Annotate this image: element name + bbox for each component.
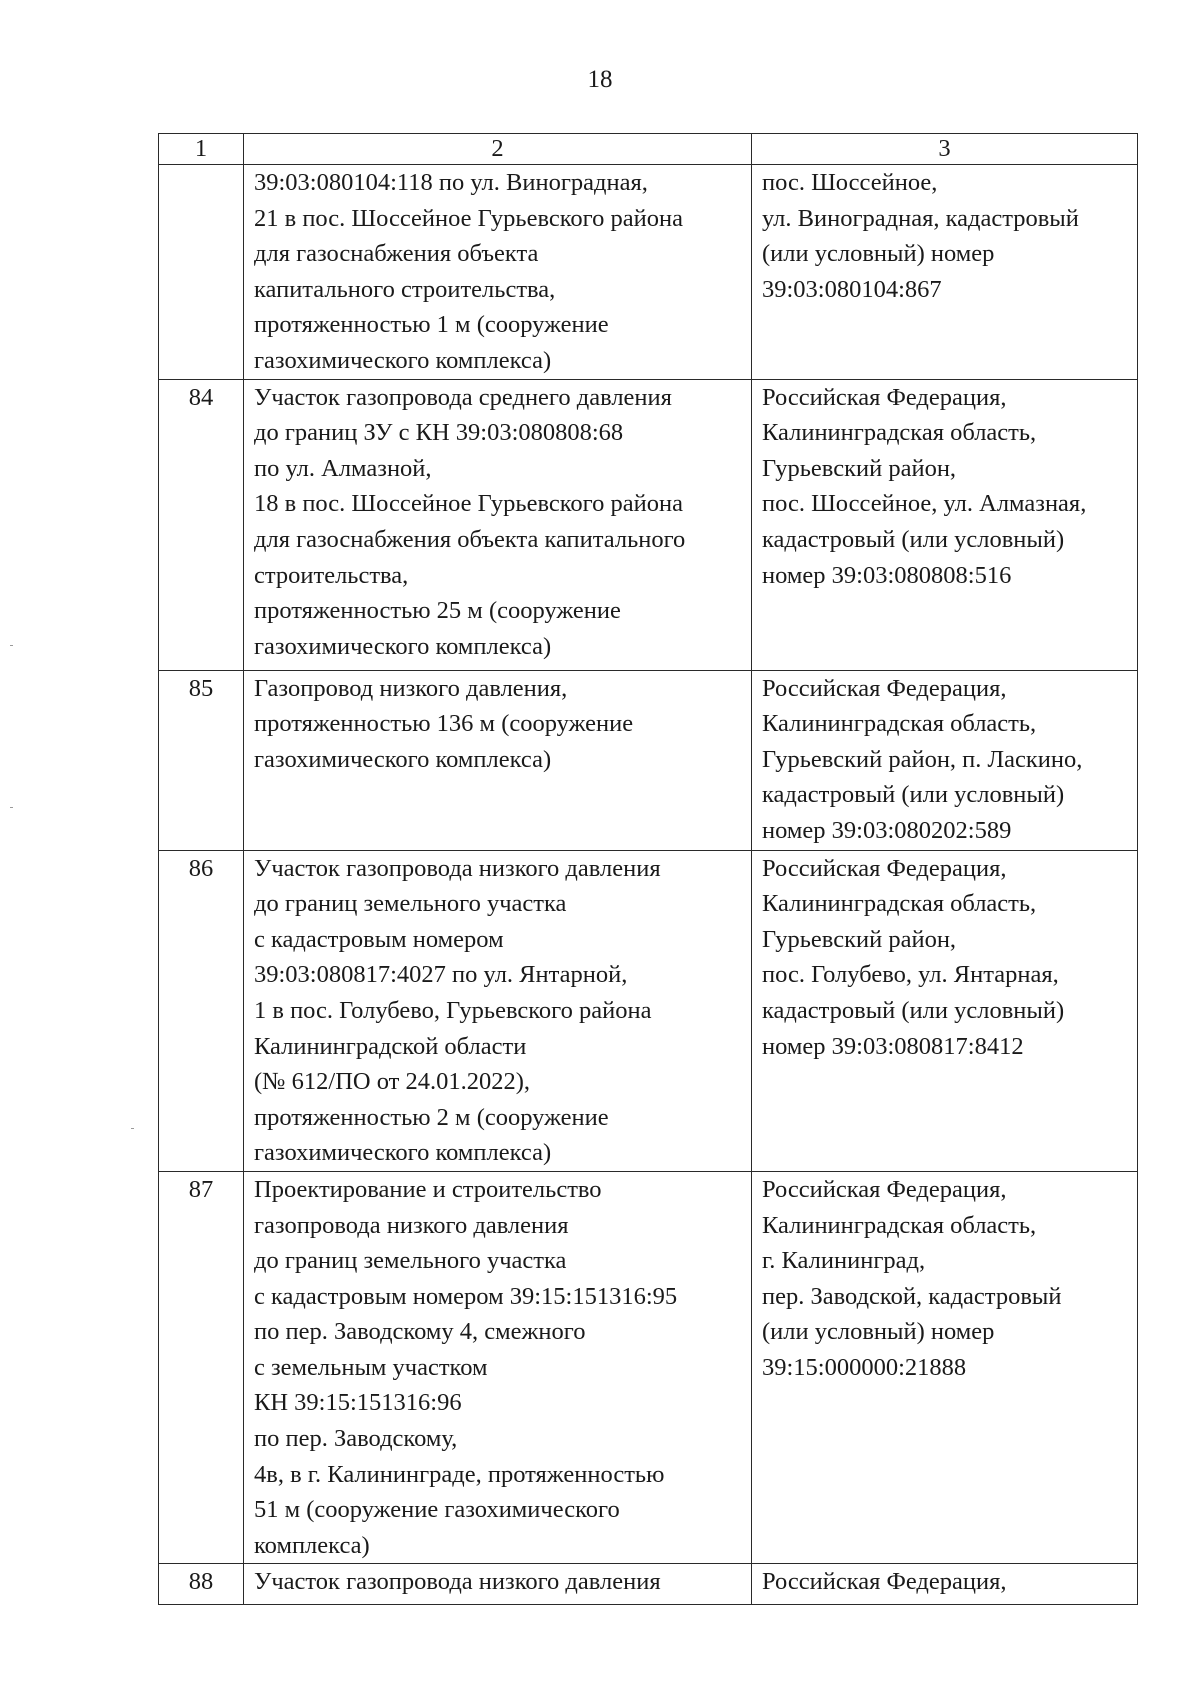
description-line: комплекса) bbox=[254, 1531, 370, 1559]
description-line: Участок газопровода низкого давления bbox=[254, 1568, 661, 1596]
description-line: до границ земельного участка bbox=[254, 890, 567, 918]
description-line: протяженностью 136 м (сооружение bbox=[254, 710, 634, 738]
description-line: строительства, bbox=[254, 561, 409, 589]
object-location bbox=[752, 1171, 1138, 1564]
row-number bbox=[159, 165, 244, 380]
description-line: капитального строительства, bbox=[254, 275, 556, 303]
location-line: номер 39:03:080817:8412 bbox=[762, 1032, 1024, 1060]
table-row bbox=[159, 850, 1138, 1171]
description-line: 51 м (сооружение газохимического bbox=[254, 1496, 620, 1524]
location-line: кадастровый (или условный) bbox=[762, 781, 1065, 809]
page-number: 18 bbox=[587, 66, 613, 93]
location-line: пер. Заводской, кадастровый bbox=[762, 1282, 1062, 1310]
object-description bbox=[244, 1564, 752, 1605]
description-line: газохимического комплекса) bbox=[254, 346, 552, 374]
column-header-3: 3 bbox=[752, 134, 1138, 165]
description-line: Участок газопровода низкого давления bbox=[254, 854, 661, 882]
location-line: (или условный) номер bbox=[762, 1318, 995, 1346]
table-body bbox=[159, 165, 1138, 1605]
location-line: Гурьевский район, bbox=[762, 454, 957, 482]
object-location bbox=[752, 670, 1138, 850]
location-line: Калининградская область, bbox=[762, 890, 1037, 918]
description-line: для газоснабжения объекта капитального bbox=[254, 525, 686, 553]
location-line: Российская Федерация, bbox=[762, 383, 1007, 411]
location-line: Российская Федерация, bbox=[762, 1568, 1007, 1596]
description-line: по пер. Заводскому 4, смежного bbox=[254, 1318, 586, 1346]
description-line: 1 в пос. Голубево, Гурьевского района bbox=[254, 996, 652, 1024]
column-header-2: 2 bbox=[244, 134, 752, 165]
row-number: 88 bbox=[159, 1564, 244, 1605]
location-line: 39:03:080104:867 bbox=[762, 275, 942, 303]
scan-mark bbox=[10, 645, 13, 646]
location-line: кадастровый (или условный) bbox=[762, 525, 1065, 553]
table-row bbox=[159, 379, 1138, 670]
object-description bbox=[244, 670, 752, 850]
description-line: с кадастровым номером 39:15:151316:95 bbox=[254, 1282, 678, 1310]
description-line: до границ ЗУ с КН 39:03:080808:68 bbox=[254, 419, 624, 447]
location-line: пос. Шоссейное, ул. Алмазная, bbox=[762, 490, 1087, 518]
description-line: протяженностью 25 м (сооружение bbox=[254, 597, 621, 625]
description-line: 39:03:080104:118 по ул. Виноградная, bbox=[254, 169, 648, 196]
table-row bbox=[159, 1564, 1138, 1605]
object-location bbox=[752, 379, 1138, 670]
location-line: Российская Федерация, bbox=[762, 854, 1007, 882]
description-line: до границ земельного участка bbox=[254, 1247, 567, 1275]
object-description bbox=[244, 1171, 752, 1564]
table-row bbox=[159, 165, 1138, 380]
scan-mark bbox=[131, 1128, 134, 1129]
location-line: номер 39:03:080808:516 bbox=[762, 561, 1012, 589]
description-line: с кадастровым номером bbox=[254, 925, 504, 953]
column-header-1: 1 bbox=[159, 134, 244, 165]
description-line: 39:03:080817:4027 по ул. Янтарной, bbox=[254, 961, 628, 989]
location-line: (или условный) номер bbox=[762, 240, 995, 268]
object-description bbox=[244, 850, 752, 1171]
object-description bbox=[244, 165, 752, 380]
description-line: для газоснабжения объекта bbox=[254, 240, 539, 268]
location-line: Российская Федерация, bbox=[762, 1175, 1007, 1203]
row-number: 87 bbox=[159, 1171, 244, 1564]
location-line: Гурьевский район, bbox=[762, 925, 957, 953]
description-line: Участок газопровода среднего давления bbox=[254, 383, 672, 411]
description-line: с земельным участком bbox=[254, 1353, 488, 1381]
location-line: Российская Федерация, bbox=[762, 674, 1007, 702]
location-line: ул. Виноградная, кадастровый bbox=[762, 204, 1079, 232]
description-line: (№ 612/ПО от 24.01.2022), bbox=[254, 1068, 531, 1096]
description-line: протяженностью 2 м (сооружение bbox=[254, 1103, 609, 1131]
object-location bbox=[752, 1564, 1138, 1605]
description-line: газохимического комплекса) bbox=[254, 1139, 552, 1167]
description-line: газохимического комплекса) bbox=[254, 745, 552, 773]
location-line: номер 39:03:080202:589 bbox=[762, 816, 1012, 844]
object-description bbox=[244, 379, 752, 670]
description-line: 4в, в г. Калининграде, протяженностью bbox=[254, 1460, 665, 1488]
location-line: Калининградская область, bbox=[762, 710, 1037, 738]
description-line: по ул. Алмазной, bbox=[254, 454, 432, 482]
description-line: 21 в пос. Шоссейное Гурьевского района bbox=[254, 204, 683, 232]
description-line: Калининградской области bbox=[254, 1032, 527, 1060]
description-line: газопровода низкого давления bbox=[254, 1211, 569, 1239]
description-line: газохимического комплекса) bbox=[254, 632, 552, 660]
location-line: Калининградская область, bbox=[762, 419, 1037, 447]
object-location bbox=[752, 165, 1138, 380]
row-number: 84 bbox=[159, 379, 244, 670]
description-line: протяженностью 1 м (сооружение bbox=[254, 311, 609, 339]
description-line: Проектирование и строительство bbox=[254, 1175, 602, 1203]
description-line: Газопровод низкого давления, bbox=[254, 674, 568, 702]
location-line: пос. Шоссейное, bbox=[762, 169, 938, 196]
table-row bbox=[159, 670, 1138, 850]
location-line: 39:15:000000:21888 bbox=[762, 1353, 967, 1381]
object-location bbox=[752, 850, 1138, 1171]
location-line: Гурьевский район, п. Ласкино, bbox=[762, 745, 1083, 773]
objects-table bbox=[158, 133, 1138, 1605]
scan-mark bbox=[10, 807, 13, 808]
location-line: г. Калининград, bbox=[762, 1247, 926, 1275]
table-header-row bbox=[159, 134, 1138, 165]
row-number: 85 bbox=[159, 670, 244, 850]
location-line: кадастровый (или условный) bbox=[762, 996, 1065, 1024]
location-line: пос. Голубево, ул. Янтарная, bbox=[762, 961, 1059, 989]
description-line: 18 в пос. Шоссейное Гурьевского района bbox=[254, 490, 683, 518]
row-number: 86 bbox=[159, 850, 244, 1171]
table-row bbox=[159, 1171, 1138, 1564]
description-line: КН 39:15:151316:96 bbox=[254, 1389, 462, 1417]
location-line: Калининградская область, bbox=[762, 1211, 1037, 1239]
description-line: по пер. Заводскому, bbox=[254, 1425, 458, 1453]
